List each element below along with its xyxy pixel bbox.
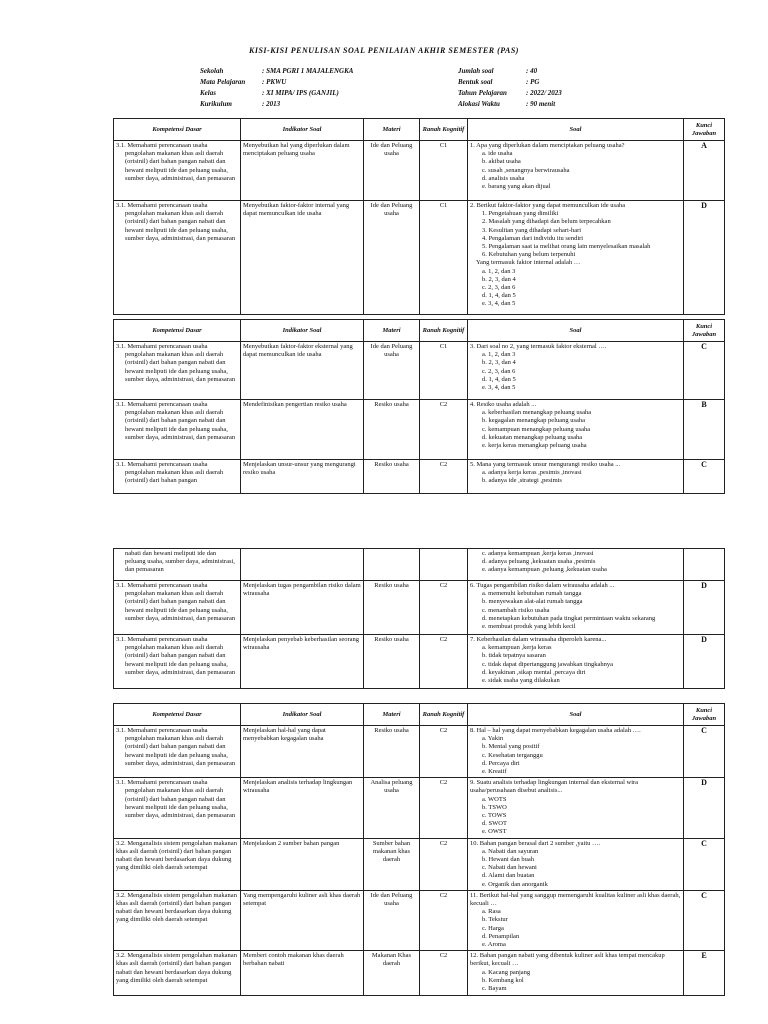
meta-label: Sekolah [200,67,224,75]
soal-cell [468,460,684,494]
answer-key: D [684,581,725,635]
ranah-cell: C2 [420,726,468,778]
option: b. Kembang kol [482,976,524,984]
kd-cell [114,635,241,689]
materi-cell: Ide dan Peluang usaha [364,342,420,400]
question-text: 7. Keberhasilan dalam wirausaha diperoleh karena... [470,636,607,643]
option: a. WOTS [482,795,507,803]
header-kd: Kompetensi Dasar [114,320,241,342]
header-materi: Materi [364,119,420,141]
table-row [114,400,725,460]
ranah-cell: C1 [420,342,468,400]
answer-key: C [684,890,725,950]
kd-code: 3.1. Memahami perencanaan usaha [116,401,208,408]
option: c. tidak dapat dipertanggung jawabkan tingkahnya [482,660,614,668]
option: e. Organik dan anorganik [482,880,548,888]
ranah-cell: C2 [420,778,468,838]
table-row [114,890,725,950]
header-indikator: Indikator Soal [241,119,364,141]
table-row [114,726,725,778]
statement: 2. Masalah yang dihadapi dan belum terpecahkan [482,218,611,226]
kd-text: pengolahan makanan khas asli daerah (orisinil) dari bahan pangan nabati dan hewani meliputi ide dan peluang usaha, sumber daya, administrasi, dan pemasaran [125,735,236,767]
kd-code: 3.1. Memahami perencanaan usaha [116,142,208,149]
kd-cell [114,581,241,635]
materi-cell: Analisa peluang usaha [364,778,420,838]
option: a. 1, 2, dan 3 [482,267,516,275]
statement: 6. Kebutuhan yang belum terpenuhi [482,251,576,259]
materi-cell: Resiko usaha [364,460,420,494]
materi-cell: Resiko usaha [364,635,420,689]
meta-label: Bentuk soal [458,78,493,86]
soal-cell [468,201,684,315]
header-ranah: Ranah Kognitif [420,119,468,141]
option: b. kegagalan menangkap peluang usaha [482,417,586,425]
table-row [114,141,725,201]
kd-text: pengolahan makanan khas asli daerah (orisinil) dari bahan pangan nabati dan hewani meliputi ide dan peluang usaha, sumber daya, administrasi, dan pemasaran [125,644,236,676]
question-prompt: Yang termasuk faktor internal adalah … [476,259,581,267]
option: d. analisis usaha [482,174,525,182]
option: a. kemampuan ,kerja keras [482,644,552,652]
option: b. TSWO [482,803,507,811]
answer-key [684,549,725,581]
indikator-cell: Menjelaskan penyebab keberhasilan seorang wirausaha [241,635,364,689]
option: c. TOWS [482,812,507,820]
answer-key: C [684,460,725,494]
option: c. kemampuan menangkap peluang usaha [482,425,591,433]
meta-value: : XI MIPA/ IPS (GANJIL) [262,89,339,97]
ranah-cell: C2 [420,951,468,996]
option: d. Percaya diri [482,759,520,767]
indikator-cell: Menyebutkan faktor-faktor internal yang dapat memunculkan ide usaha [241,201,364,315]
kd-cell [114,460,241,494]
ranah-cell: C1 [420,141,468,201]
kd-cell [114,400,241,460]
table-header-row [114,119,725,141]
ranah-cell: C2 [420,635,468,689]
statement: 1. Pengetahuan yang dimiliki [482,210,559,218]
meta-label: Kelas [200,89,216,97]
soal-cell [468,400,684,460]
header-indikator: Indikator Soal [241,320,364,342]
header-soal: Soal [468,704,684,726]
option: a. memenuhi kebutuhan rumah tangga [482,590,582,598]
option: d. menetapkan kebutuhan pada tingkat permintaan waktu sekarang [482,614,656,622]
option: c. susah ,senangnya berwirausaha [482,166,570,174]
meta-value: : 2013 [262,100,281,108]
kd-text: pengolahan makanan khas asli daerah (orisinil) dari bahan pangan nabati dan hewani meliputi ide dan peluang usaha, sumber daya, administrasi, dan pemasaran [125,409,236,441]
question-text: 12. Bahan pangan nabati yang dibentuk kuliner asli khas tempat mencakup berikut, kecuali … [470,952,665,968]
table-row [114,951,725,996]
kd-cell [114,141,241,201]
kd-text: nabati dan hewani meliputi ide dan peluang usaha, sumber daya, administrasi, dan pemasaran [125,550,235,574]
ranah-cell: C1 [420,201,468,315]
soal-cell [468,635,684,689]
meta-label: Jumlah soal [458,67,494,75]
option: e. sidak usaha yang dilakukan [482,677,560,685]
statement: 4. Pengalaman dari individu itu sendiri [482,234,584,242]
soal-cell [468,838,684,890]
kd-cell [114,778,241,838]
option: e. OWST [482,828,507,836]
kd-cell: 3.2. Menganalisis sistem pengolahan makanan khas asli daerah (orisinil) dari bahan pangan nabati dan hewani berdasarkan daya dukung yang dimiliki oleh daerah setempat [114,838,241,890]
kd-cell [114,342,241,400]
option: e. 3, 4, dan 5 [482,300,516,308]
table-row [114,342,725,400]
kd-text: pengolahan makanan khas asli daerah (orisinil) dari bahan pangan nabati dan hewani meliputi ide dan peluang usaha, sumber daya, administrasi, dan pemasaran [125,351,236,383]
option: a. Nabati dan sayuran [482,847,539,855]
soal-cell [468,890,684,950]
kd-cell: 3.2. Menganalisis sistem pengolahan makanan khas asli daerah (orisinil) dari bahan pangan nabati dan hewani berdasarkan daya dukung yang dimiliki oleh daerah setempat [114,890,241,950]
soal-cell [468,141,684,201]
option: a. Kacang panjang [482,968,531,976]
question-text: 1. Apa yang diperlukan dalam menciptakan peluang usaha? [470,142,625,149]
soal-cell [468,342,684,400]
option: c. Nabati dan hewani [482,864,537,872]
kisi-table-3 [113,548,725,689]
header-indikator: Indikator Soal [241,704,364,726]
kd-cell [114,726,241,778]
answer-key: A [684,141,725,201]
meta-value: : 40 [526,67,538,75]
statement: 5. Pengalaman saat ia melihat orang lain menyelesaikan masalah [482,243,651,251]
header-ranah: Ranah Kognitif [420,320,468,342]
option: b. Tekstur [482,916,508,924]
indikator-cell: Menjelaskan tugas pengambilan risiko dalam wirausaha [241,581,364,635]
indikator-cell: Menjelaskan unsur-unsur yang mengurangi resiko usaha [241,460,364,494]
option: a. 1, 2, dan 3 [482,351,516,359]
option: c. 2, 3, dan 6 [482,367,516,375]
ranah-cell: C2 [420,400,468,460]
header-materi: Materi [364,320,420,342]
answer-key: D [684,778,725,838]
option: a. keberhasilan menangkap peluang usaha [482,409,592,417]
meta-label: Tahun Pelajaran [458,89,507,97]
indikator-cell: Menjelaskan analisis terhadap lingkungan wirausaha [241,778,364,838]
option: b. Hewani dan buah [482,856,534,864]
header-soal: Soal [468,320,684,342]
soal-cell [468,951,684,996]
table-row [114,778,725,838]
option: b. Mental yang positif [482,743,540,751]
header-soal: Soal [468,119,684,141]
option: d. Alami dan buatan [482,872,535,880]
kd-code: 3.1. Memahami perencanaan usaha [116,343,208,350]
option: d. keyakinan ,sikap mental ,percaya diri [482,668,586,676]
header-kd: Kompetensi Dasar [114,704,241,726]
statement: 3. Kesulitan yang dihadapi sehari-hari [482,226,582,234]
indikator-cell: Menyebutkan faktor-faktor eksternal yang dapat memunculkan ide usaha [241,342,364,400]
answer-key: D [684,635,725,689]
question-text: 2. Berikut faktor-faktor yang dapat memunculkan ide usaha [470,202,626,209]
table-row [114,460,725,494]
answer-key: C [684,838,725,890]
option: a. ide usaha [482,150,513,158]
meta-label: Alokasi Waktu [458,100,500,108]
materi-cell: Sumber bahan makanan khas daerah [364,838,420,890]
header-kd: Kompetensi Dasar [114,119,241,141]
ranah-cell: C2 [420,460,468,494]
kd-cell: 3.2. Menganalisis sistem pengolahan makanan khas asli daerah (orisinil) dari bahan pangan nabati dan hewani berdasarkan daya dukung yang dimiliki oleh daerah setempat [114,951,241,996]
option: b. tidak tepatnya sasaran [482,652,546,660]
meta-left [200,66,353,110]
meta-value: : PG [526,78,540,86]
soal-cell [468,778,684,838]
materi-cell: Resiko usaha [364,581,420,635]
option: d. Penampilan [482,932,520,940]
option: a. Rasa [482,908,501,916]
table-row [114,201,725,315]
answer-key: E [684,951,725,996]
meta-value: : 2022/ 2023 [526,89,562,97]
kd-code: 3.1. Memahami perencanaan usaha [116,636,208,643]
kisi-table-2 [113,319,725,494]
table-row [114,549,725,581]
answer-key: D [684,201,725,315]
option: c. menambah risiko usaha [482,606,550,614]
materi-cell: Ide dan Peluang usaha [364,201,420,315]
answer-key: C [684,726,725,778]
option: d. 1, 4, dan 5 [482,375,516,383]
table-header-row [114,704,725,726]
kd-code: 3.1. Memahami perencanaan usaha [116,202,208,209]
option: c. adanya kemampuan ,kerja keras ,inovasi [482,550,594,557]
option: b. menyewakan alat-alat rumah tangga [482,598,583,606]
indikator-cell: Mendefinisikan pengertian resiko usaha [241,400,364,460]
materi-cell: Resiko usaha [364,726,420,778]
meta-value: : PKWU [262,78,287,86]
indikator-cell: Yang mempengaruhi kuliner asli khas daerah setempat [241,890,364,950]
option: e. 3, 4, dan 5 [482,384,516,392]
option: e. Aroma [482,941,506,949]
materi-cell [364,549,420,581]
question-text: 11. Berikut hal-hal yang sanggup memengaruhi kualitas kuliner asli khas daerah, kecuali … [470,891,681,908]
option: e. adanya kemampuan ,peluang ,kekuatan usaha [482,566,607,574]
indikator-cell: Menyebutkan hal yang diperlukan dalam menciptakan peluang usaha [241,141,364,201]
question-text: 4. Resiko usaha adalah ... [470,401,537,408]
ranah-cell: C2 [420,581,468,635]
question-text: 9. Suatu analisis terhadap lingkungan internal dan eksternal wira usaha/perusahaan disebut analisis... [470,779,639,795]
kd-code: 3.1. Memahami perencanaan usaha [116,779,208,787]
question-text: 10. Bahan pangan berasal dari 2 sumber ,yaitu …. [470,839,601,847]
ranah-cell: C2 [420,838,468,890]
header-kunci: Kunci Jawaban [684,119,725,141]
indikator-cell [241,549,364,581]
soal-cell [468,549,684,581]
meta-value: : 90 menit [526,100,556,108]
kd-code: 3.1. Memahami perencanaan usaha [116,582,208,589]
kd-text: pengolahan makanan khas asli daerah (orisinil) dari bahan pangan nabati dan hewani meliputi ide dan peluang usaha, sumber daya, administrasi, dan pemasaran [125,590,236,622]
kd-text: pengolahan makanan khas asli daerah (orisinil) dari bahan pangan [125,469,224,485]
header-kunci: Kunci Jawaban [684,320,725,342]
kd-cell [114,201,241,315]
option: d. 1, 4, dan 5 [482,292,516,300]
option: e. barang yang akan dijual [482,183,551,191]
answer-key: B [684,400,725,460]
header-ranah: Ranah Kognitif [420,704,468,726]
kd-code: 3.1. Memahami perencanaan usaha [116,727,208,734]
soal-cell [468,581,684,635]
indikator-cell: Menjelaskan 2 sumber bahan pangan [241,838,364,890]
indikator-cell: Memberi contoh makanan khas daerah berbahan nabati [241,951,364,996]
option: e. membuat produk yang lebih kecil [482,623,576,631]
soal-cell [468,726,684,778]
question-text: 8. Hal – hal yang dapat menyebabkan kegagalan usaha adalah …. [470,727,641,734]
table-header-row [114,320,725,342]
kd-cell [114,549,241,581]
header-materi: Materi [364,704,420,726]
materi-cell: Ide dan Peluang usaha [364,890,420,950]
kisi-table-4 [113,703,725,996]
meta-label: Mata Pelajaran [200,78,246,86]
answer-key: C [684,342,725,400]
materi-cell: Resiko usaha [364,400,420,460]
materi-cell: Ide dan Peluang usaha [364,141,420,201]
option: d. kekuatan menangkap peluang usaha [482,433,583,441]
option: b. akibat usaha [482,158,521,166]
option: a. Yakin [482,735,504,743]
option: c. 2, 3, dan 6 [482,284,516,292]
materi-cell: Makanan Khas daerah [364,951,420,996]
option: d. adanya peluang ,kekuatan usaha ,pesimis [482,558,596,566]
option: c. Bayam [482,985,507,993]
table-row [114,838,725,890]
ranah-cell: C2 [420,890,468,950]
meta-label: Kurikulum [200,100,232,108]
question-text: 3. Dari soal no 2, yang termasuk faktor eksternal …. [470,343,607,350]
question-text: 5. Mana yang termasuk unsur mengurangi resiko usaha ... [470,461,621,468]
option: b. adanya ide ,strategi ,pesimis [482,477,562,485]
option: c. Kesehatan terganggu [482,751,543,759]
document-title: KISI-KISI PENULISAN SOAL PENILAIAN AKHIR SEMESTER (PAS) [249,46,519,55]
option: e. Kreatif [482,768,507,776]
kisi-table-1 [113,118,725,315]
indikator-cell: Menjelaskan hal-hal yang dapat menyebabkan kegagalan usaha [241,726,364,778]
meta-right [458,66,562,110]
header-kunci: Kunci Jawaban [684,704,725,726]
option: b. 2, 3, dan 4 [482,275,516,283]
kd-code: 3.1. Memahami perencanaan usaha [116,461,208,468]
kd-text: pengolahan makanan khas asli daerah (orisinil) dari bahan pangan nabati dan hewani meliputi ide dan peluang usaha, sumber daya, administrasi, dan pemasaran [125,787,236,820]
table-row [114,581,725,635]
option: d. SWOT [482,820,507,828]
table-row [114,635,725,689]
option: c. Harga [482,924,504,932]
option: b. 2, 3, dan 4 [482,359,516,367]
ranah-cell [420,549,468,581]
meta-value: : SMA PGRI 1 MAJALENGKA [262,67,354,75]
option: a. adanya kerja keras ,pesimis ,inovasi [482,469,582,477]
question-text: 6. Tugas pengambilan risiko dalam wirausaha adalah ... [470,582,615,589]
option: e. kerja keras menangkap peluang usaha [482,442,587,450]
kd-text: pengolahan makanan khas asli daerah (orisinil) dari bahan pangan nabati dan hewani meliputi ide dan peluang usaha, sumber daya, administrasi, dan pemasaran [125,210,236,242]
kd-text: pengolahan makanan khas asli daerah (orisinil) dari bahan pangan nabati dan hewani meliputi ide dan peluang usaha, sumber daya, administrasi, dan pemasaran [125,150,236,182]
